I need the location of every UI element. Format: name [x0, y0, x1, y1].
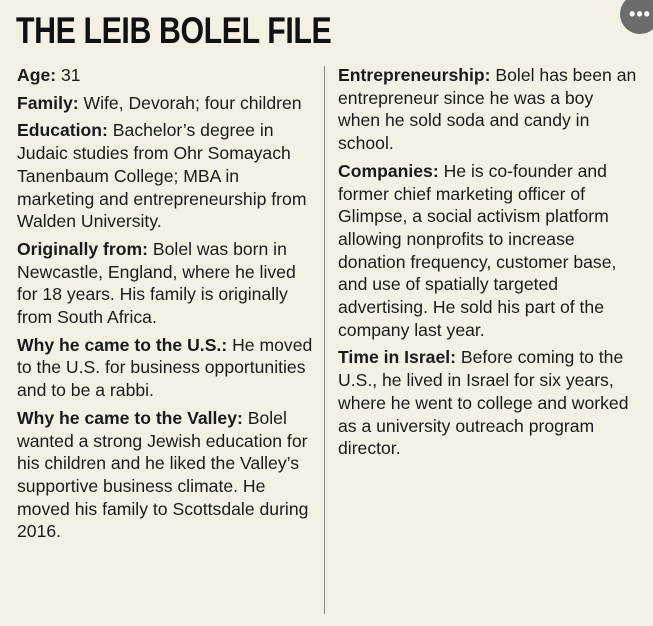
fact-text: Before coming to the U.S., he lived in Israel for six years, where he went to college and worked as a university outreach program director. [338, 347, 629, 459]
fact-text: Wife, Devorah; four children [83, 92, 302, 113]
fact-education [17, 119, 315, 233]
fact-text: 31 [61, 65, 81, 85]
page-title: THE LEIB BOLEL FILE [16, 10, 332, 51]
fact-text: Bachelor’s degree in Judaic studies from Ohr Somayach Tanenbaum College; MBA in marketing and entrepreneurship from Walden University. [17, 120, 307, 232]
fact-label: Family: [17, 92, 79, 113]
column-divider [324, 66, 325, 614]
fact-label: Age: [17, 65, 57, 85]
ellipsis-icon: ••• [629, 4, 651, 24]
fact-label: Originally from: [17, 238, 148, 259]
fact-label: Time in Israel: [338, 347, 456, 368]
fact-text: Bolel has been an entrepreneur since he was a boy when he sold soda and candy in school. [338, 65, 637, 154]
fact-why-valley [17, 407, 315, 543]
fact-originally-from [17, 238, 315, 329]
fact-time-in-israel [338, 346, 638, 460]
fact-why-us [17, 334, 315, 402]
fact-label: Education: [17, 120, 108, 141]
fact-text: Bolel wanted a strong Jewish education for his children and he liked the Valley’s supportive business climate. He moved his family to Scottsdale during 2016. [17, 407, 309, 542]
fact-text: He moved to the U.S. for business opportunities and to be a rabbi. [17, 334, 313, 401]
fact-label: Entrepreneurship: [338, 65, 491, 85]
fact-label: Why he came to the Valley: [17, 407, 243, 428]
fact-companies [338, 160, 638, 342]
fact-label: Why he came to the U.S.: [17, 334, 228, 355]
fact-text: He is co-founder and former chief marketing officer of Glimpse, a social activism platform allowing nonprofits to increase donation frequency, customer base, and use of spatially targeted advertising. He sold his part of the company last year. [338, 160, 617, 340]
right-column [338, 64, 638, 465]
more-options-button[interactable] [620, 0, 653, 34]
fact-entrepreneurship [338, 64, 638, 155]
fact-family [17, 92, 315, 115]
left-column [17, 64, 315, 548]
fact-text: Bolel was born in Newcastle, England, where he lived for 18 years. His family is originally from South Africa. [17, 238, 296, 328]
fact-age [17, 64, 315, 87]
fact-label: Companies: [338, 160, 439, 181]
